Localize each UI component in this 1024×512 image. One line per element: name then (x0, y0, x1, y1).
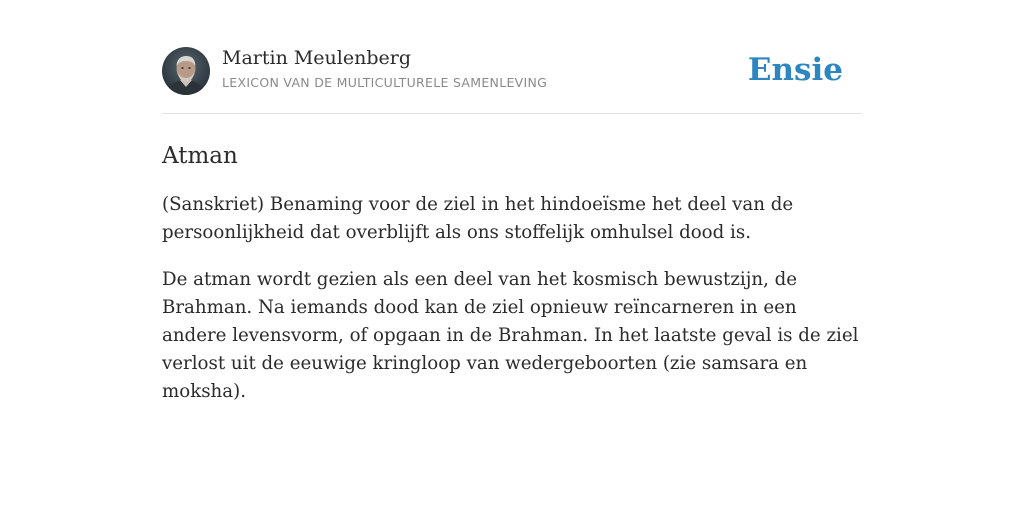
article-card (162, 46, 862, 406)
publication-name[interactable]: LEXICON VAN DE MULTICULTURELE SAMENLEVING (222, 75, 548, 90)
author-name[interactable]: Martin Meulenberg (222, 47, 411, 69)
article-title: Atman (162, 143, 238, 169)
author-info (222, 46, 547, 91)
article-paragraph: De atman wordt gezien als een deel van het kosmisch bewustzijn, de Brahman. Na iemands dood kan de ziel opnieuw reïncarneren in een andere levensvorm, of opgaan in de Brahman. In het laatste geval is de ziel verlost uit de eeuwige kringloop van wedergeboorten (zie samsara en moksha). (162, 269, 859, 402)
article-paragraph: (Sanskriet) Benaming voor de ziel in het hindoeïsme het deel van de persoonlijkheid dat overblijft als ons stoffelijk omhulsel dood is. (162, 194, 794, 243)
ensie-logo[interactable]: Ensie (747, 52, 843, 88)
author-avatar[interactable] (162, 47, 210, 95)
author-header (162, 46, 862, 114)
